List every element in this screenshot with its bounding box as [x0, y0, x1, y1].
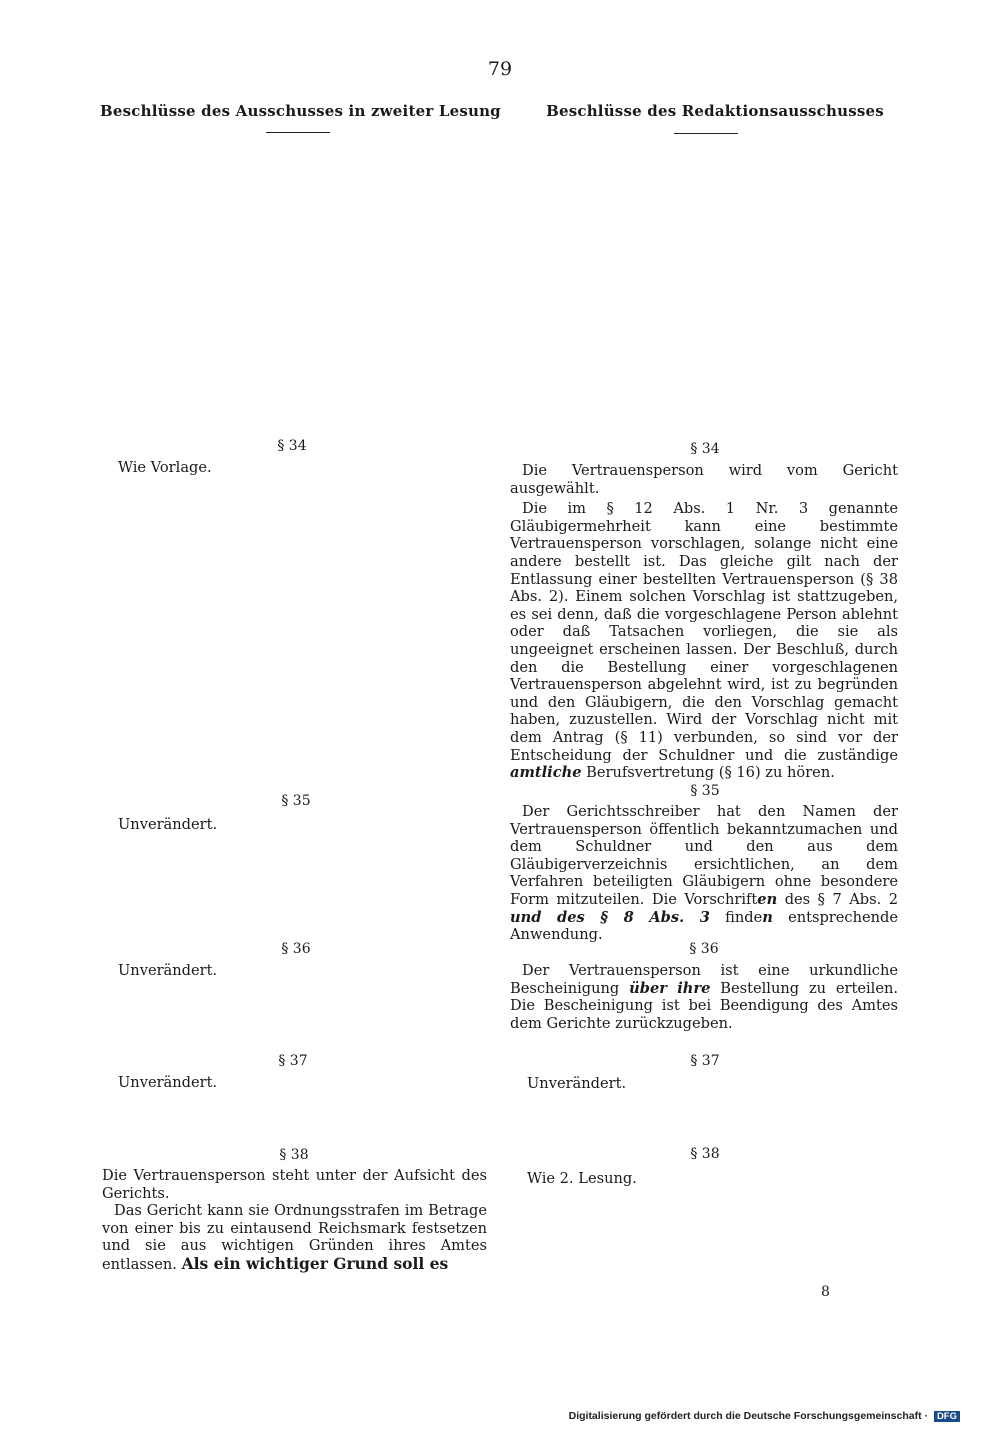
left-s37-text: Unverändert.	[118, 1074, 218, 1091]
left-s37-heading: § 37	[278, 1053, 308, 1069]
left-s34-text: Wie Vorlage.	[118, 459, 212, 476]
right-s35-emphasis-1: en	[757, 890, 778, 908]
right-s35-heading: § 35	[690, 783, 720, 799]
right-s36-emphasis: über ihre	[629, 979, 711, 997]
sheet-signature: 8	[821, 1284, 830, 1300]
right-s36-text-1: Der Vertrauensperson ist eine urkundliche Bescheinigung	[510, 962, 898, 997]
right-s36-text-2: Bestellung zu erteilen. Die Bescheinigung ist bei Beendigung des Amtes dem Gerichte zurückzugeben.	[510, 979, 899, 1032]
right-s37-text: Unverändert.	[527, 1075, 627, 1092]
left-s38-paragraph-2-text: Das Gericht kann sie Ordnungsstrafen im Betrage von einer bis zu eintausend Reichsmark festsetzen und sie aus wichtigen Gründen ihres Amtes entlassen.	[102, 1202, 487, 1273]
right-s38-text: Wie 2. Lesung.	[527, 1170, 637, 1187]
right-s34-heading: § 34	[690, 441, 720, 457]
left-s38-paragraph-2	[102, 1202, 487, 1273]
right-s35-text-2: des § 7 Abs. 2	[784, 890, 898, 908]
left-s38-heading: § 38	[279, 1147, 309, 1163]
dfg-logo: DFG	[934, 1411, 960, 1422]
right-s36-body	[510, 962, 898, 1032]
left-s35-heading: § 35	[281, 793, 311, 809]
right-s34-paragraph-1: Die Vertrauensperson wird vom Gericht ausgewählt.	[510, 462, 898, 497]
digitization-credit: Digitalisierung gefördert durch die Deutsche Forschungsgemeinschaft · DFG	[569, 1410, 960, 1422]
right-s35-paragraph-1	[510, 803, 898, 944]
right-s36-paragraph-1	[510, 962, 898, 1032]
right-s34-paragraph-2	[510, 500, 898, 782]
right-s37-heading: § 37	[690, 1053, 720, 1069]
right-s35-text-3: finde	[725, 908, 763, 926]
right-s35-text-1: Der Gerichtsschreiber hat den Namen der Vertrauensperson öffentlich bekanntzumachen und dem Schuldner und den aus dem Gläubigerverzeichnis ersichtlichen, an dem Verfahren beteiligten Gläubigern ohne besondere Form mitzuteilen. Die Vorschrift	[510, 803, 898, 908]
right-s34-emphasis: amtliche	[510, 764, 582, 782]
left-s38-body	[102, 1167, 487, 1274]
left-s38-bold-text: Als ein wichtiger Grund soll es	[181, 1253, 449, 1273]
left-s38-paragraph-1: Die Vertrauensperson steht unter der Aufsicht des Gerichts.	[102, 1167, 487, 1202]
page-number: 79	[487, 58, 513, 80]
left-s36-text: Unverändert.	[118, 962, 218, 979]
left-s35-text: Unverändert.	[118, 816, 218, 833]
right-s35-text-4: entsprechende Anwendung.	[510, 908, 898, 944]
right-s34-body	[510, 462, 898, 782]
right-s38-heading: § 38	[690, 1146, 720, 1162]
left-column-heading: Beschlüsse des Ausschusses in zweiter Lesung	[100, 102, 501, 120]
left-s34-heading: § 34	[277, 438, 307, 454]
right-s36-heading: § 36	[689, 941, 719, 957]
left-s36-heading: § 36	[281, 941, 311, 957]
right-column-heading: Beschlüsse des Redaktionsausschusses	[546, 102, 884, 120]
right-heading-rule	[674, 133, 738, 134]
credit-text: Digitalisierung gefördert durch die Deutsche Forschungsgemeinschaft	[568, 1410, 922, 1422]
right-s35-body	[510, 803, 898, 944]
right-s35-emphasis-2: und des § 8 Abs. 3	[510, 908, 710, 926]
right-s35-emphasis-3: n	[762, 908, 773, 926]
left-heading-rule	[266, 132, 330, 133]
right-s34-paragraph-2-text: Die im § 12 Abs. 1 Nr. 3 genannte Gläubigermehrheit kann eine bestimmte Vertrauensperson vorschlagen, solange nicht eine andere bestellt ist. Das gleiche gilt nach der Entlassung einer bestellten Vertrauensperson (§ 38 Abs. 2). Einem solchen Vorschlag ist stattzugeben, es sei denn, daß die vorgeschlagene Person ablehnt oder daß Tatsachen vorliegen, die sie als ungeeignet erscheinen lassen. Der Beschluß, durch den die Bestellung einer vorgeschlagenen Vertrauensperson abgelehnt wird, ist zu begründen und den Gläubigern, die den Vorschlag gemacht haben, zuzustellen. Wird der Vorschlag nicht mit dem Antrag (§ 11) verbunden, so sind vor der Entscheidung der Schuldner und die zuständige	[510, 500, 898, 764]
right-s34-paragraph-2-end: Berufsvertretung (§ 16) zu hören.	[586, 764, 835, 782]
